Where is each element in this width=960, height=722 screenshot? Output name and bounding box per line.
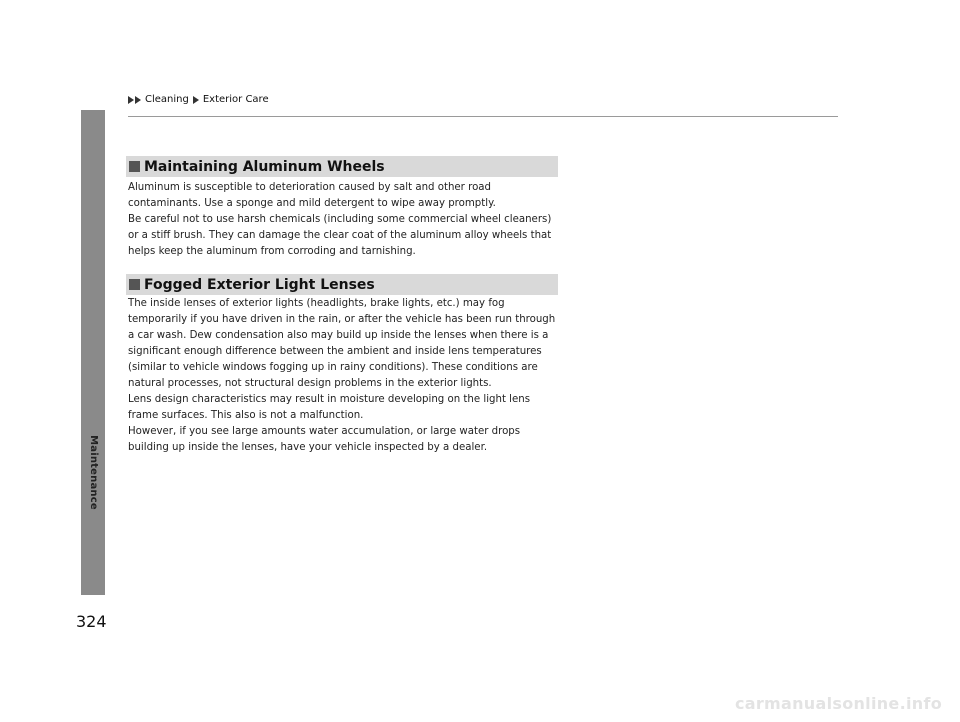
square-bullet-icon [129,279,140,290]
side-tab-band [81,110,105,595]
watermark: carmanualsonline.info [734,694,942,713]
paragraph: Aluminum is susceptible to deterioration caused by salt and other road contaminants. Use a sponge and mild detergent to wipe away promptly. [128,182,496,209]
header-rule [128,116,838,117]
page-number: 324 [76,612,107,631]
paragraph: The inside lenses of exterior lights (headlights, brake lights, etc.) may fog temporarily if you have driven in the rain, or after the vehicle has been run through a car wash. Dew condensation also may build up inside the lenses when there is a significant enough difference between the ambient and inside lens temperatures (similar to vehicle windows fogging up in rainy conditions). These conditions are natural processes, not structural design problems in the exterior lights. [128,298,556,389]
square-bullet-icon [129,161,140,172]
breadcrumb-item-cleaning[interactable]: Cleaning [145,94,189,105]
paragraph: Lens design characteristics may result in moisture developing on the light lens frame surfaces. This also is not a malfunction. [128,394,531,421]
section-heading-fogged-lenses [126,274,558,295]
section-heading-aluminum-wheels [126,156,558,177]
section-heading-text: Maintaining Aluminum Wheels [144,158,385,175]
paragraph: Be careful not to use harsh chemicals (including some commercial wheel cleaners) or a stiff brush. They can damage the clear coat of the aluminum alloy wheels that helps keep the aluminum from corroding and tarnishing. [128,214,552,257]
breadcrumb-arrow-icon [128,96,134,104]
side-tab-label-box [81,432,105,512]
section-heading-text: Fogged Exterior Light Lenses [144,276,375,293]
section-body-fogged-lenses [128,296,560,456]
section-body-aluminum-wheels [128,180,560,260]
breadcrumb-arrow-icon [193,96,199,104]
breadcrumb-item-exterior-care[interactable]: Exterior Care [202,94,269,105]
side-tab-label: Maintenance [87,434,99,510]
breadcrumb [128,94,269,105]
paragraph: However, if you see large amounts water accumulation, or large water drops building up inside the lenses, have your vehicle inspected by a dealer. [128,426,521,453]
breadcrumb-arrow-icon [135,96,141,104]
